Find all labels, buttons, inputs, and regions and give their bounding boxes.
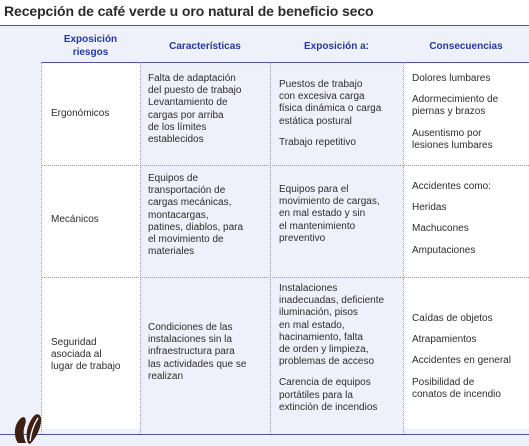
row-separator bbox=[41, 277, 529, 278]
row-characteristics: Falta de adaptación del puesto de trabajo Levantamiento de cargas por arriba de los límites establecidos bbox=[148, 73, 242, 146]
row-exposure: Equipos para el movimiento de cargas, en mal estado y sin el mantenimiento preventivo bbox=[279, 184, 380, 244]
header-characteristics: Características bbox=[169, 41, 241, 52]
header-consequences: Consecuencias bbox=[429, 41, 503, 52]
bottom-rule bbox=[0, 434, 529, 435]
row-risk-ergonomicos: Ergonómicos bbox=[51, 108, 110, 119]
column-divider bbox=[403, 62, 404, 434]
row-exposure: Instalaciones inadecuadas, deficiente iluminación, pisos en mal estado, hacinamiento, falta de orden y limpieza, problemas de acceso Carencia de equipos portátiles para la extinción de incendios bbox=[279, 283, 385, 413]
row-risk-mecanicos: Mecánicos bbox=[51, 214, 99, 225]
row-separator bbox=[41, 165, 529, 166]
header-risk: Exposición riesgos bbox=[63, 34, 118, 58]
column-divider bbox=[41, 62, 42, 434]
risk-table bbox=[0, 25, 529, 446]
header-exposure: Exposición a: bbox=[303, 41, 369, 52]
column-divider bbox=[140, 62, 141, 434]
coffee-bean-icon bbox=[14, 410, 42, 444]
row-characteristics: Equipos de transportación de cargas mecánicas, montacargas, patines, diablos, para el movimiento de materiales bbox=[148, 173, 244, 258]
row-consequences: Caídas de objetos Atrapamientos Accidentes en general Posibilidad de conatos de incendio bbox=[412, 313, 511, 400]
row-characteristics: Condiciones de las instalaciones sin la infraestructura para las actividades que se realizan bbox=[148, 322, 247, 382]
row-risk-seguridad: Seguridad asociada al lugar de trabajo bbox=[51, 337, 121, 373]
header-rule bbox=[41, 62, 529, 63]
page-title: Recepción de café verde u oro natural de beneficio seco bbox=[4, 3, 374, 19]
top-rule bbox=[0, 25, 529, 26]
row-consequences: Accidentes como: Heridas Machucones Amputaciones bbox=[412, 181, 491, 256]
row-exposure: Puestos de trabajo con excesiva carga física dinámica o carga estática postural Trabajo repetitivo bbox=[279, 79, 382, 148]
column-divider bbox=[270, 62, 271, 434]
row-consequences: Dolores lumbares Adormecimiento de piernas y brazos Ausentismo por lesiones lumbares bbox=[412, 73, 499, 151]
